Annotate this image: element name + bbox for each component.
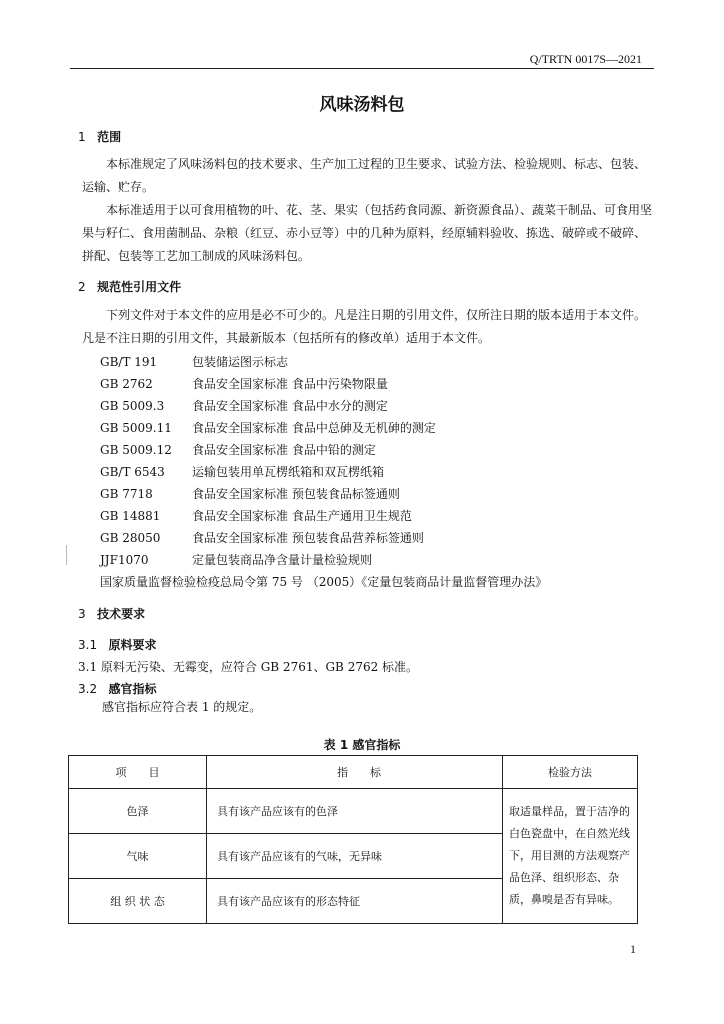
reference-row [100, 397, 388, 414]
section-3-1-heading [78, 636, 157, 653]
reference-row [100, 485, 400, 502]
reference-row [100, 529, 424, 546]
row-item: 气味 [69, 834, 207, 879]
section-number: 3.2 [78, 682, 98, 696]
header-item: 项 目 [69, 756, 207, 789]
reference-row [100, 441, 376, 458]
page-number: 1 [630, 942, 636, 956]
method-cell: 取适量样品，置于洁净的白色瓷盘中，在自然光线下，用目测的方法观察产品色泽、组织形态、杂质，鼻嗅是否有异味。 [503, 789, 638, 924]
reference-row [100, 419, 436, 436]
reference-code: GB 28050 [100, 531, 161, 545]
reference-row [100, 463, 384, 480]
reference-code: GB 2762 [100, 377, 153, 391]
reference-row [100, 507, 412, 524]
reference-name: 食品安全国家标准 食品中污染物限量 [192, 377, 388, 391]
references-intro: 下列文件对于本文件的应用是必不可少的。凡是注日期的引用文件，仅所注日期的版本适用于本文件。凡是不注日期的引用文件，其最新版本（包括所有的修改单）适用于本文件。 [82, 308, 647, 345]
reference-name: 食品安全国家标准 食品中水分的测定 [192, 399, 388, 413]
table-row [69, 789, 638, 834]
document-code: Q/TRTN 0017S—2021 [529, 52, 642, 66]
reference-row [100, 375, 388, 392]
sensory-table [68, 755, 638, 924]
page-title: 风味汤料包 [319, 95, 405, 115]
reference-name: 运输包装用单瓦楞纸箱和双瓦楞纸箱 [192, 465, 385, 479]
scope-paragraph-1: 本标准规定了风味汤料包的技术要求、生产加工过程的卫生要求、试验方法、检验规则、标志、包装、运输、贮存。 [82, 157, 647, 194]
section-title: 原料要求 [108, 638, 157, 652]
reference-code: JJF1070 [100, 553, 149, 567]
section-title: 感官指标 [108, 682, 157, 696]
section-3-2-heading [78, 680, 157, 697]
row-item: 色泽 [69, 789, 207, 834]
reference-name: 食品安全国家标准 食品中总砷及无机砷的测定 [192, 421, 436, 435]
reference-code: GB 14881 [100, 509, 161, 523]
margin-mark [66, 545, 67, 565]
reference-name: 食品安全国家标准 预包装食品标签通则 [192, 487, 400, 501]
reference-code: GB 7718 [100, 487, 153, 501]
reference-name: 食品安全国家标准 食品生产通用卫生规范 [192, 509, 412, 523]
section-2-heading [78, 278, 181, 295]
reference-code: GB/T 6543 [100, 465, 165, 479]
section-title: 范围 [97, 130, 122, 144]
section-1-heading [78, 128, 121, 145]
section-number: 1 [78, 130, 86, 144]
reference-extra: 国家质量监督检验检疫总局令第 75 号 （2005）《定量包装商品计量监督管理办法》 [100, 575, 548, 589]
reference-name: 定量包装商品净含量计量检验规则 [192, 553, 373, 567]
section-title: 规范性引用文件 [97, 280, 182, 294]
reference-name: 食品安全国家标准 食品中铅的测定 [192, 443, 376, 457]
reference-row [100, 551, 372, 568]
section-number: 3 [78, 607, 86, 621]
header-method: 检验方法 [503, 756, 638, 789]
reference-code: GB/T 191 [100, 355, 158, 369]
row-indicator: 具有该产品应该有的形态特征 [207, 879, 503, 924]
reference-name: 食品安全国家标准 预包装食品营养标签通则 [192, 531, 424, 545]
header-indicator: 指 标 [207, 756, 503, 789]
raw-material-text: 3.1 原料无污染、无霉变，应符合 GB 2761、GB 2762 标准。 [78, 660, 419, 674]
table-header-row [69, 756, 638, 789]
reference-name: 包装储运图示标志 [192, 355, 289, 369]
reference-code: GB 5009.3 [100, 399, 165, 413]
reference-row [100, 353, 288, 370]
row-item: 组 织 状 态 [69, 879, 207, 924]
scope-paragraph-2: 本标准适用于以可食用植物的叶、花、茎、果实（包括药食同源、新资源食品）、蔬菜干制品、可食用坚果与籽仁、食用菌制品、杂粮（红豆、赤小豆等）中的几种为原料，经原辅料验收、拣选、破碎或不破碎、拼配、包装等工艺加工制成的风味汤料包。 [82, 203, 653, 263]
reference-code: GB 5009.12 [100, 443, 172, 457]
section-title: 技术要求 [97, 607, 146, 621]
row-indicator: 具有该产品应该有的气味，无异味 [207, 834, 503, 879]
section-3-heading [78, 605, 145, 622]
reference-code: GB 5009.11 [100, 421, 172, 435]
section-number: 2 [78, 280, 86, 294]
sensory-text: 感官指标应符合表 1 的规定。 [102, 700, 262, 714]
row-indicator: 具有该产品应该有的色泽 [207, 789, 503, 834]
table-title: 表 1 感官指标 [323, 738, 401, 752]
section-number: 3.1 [78, 638, 98, 652]
header-rule [70, 68, 654, 69]
